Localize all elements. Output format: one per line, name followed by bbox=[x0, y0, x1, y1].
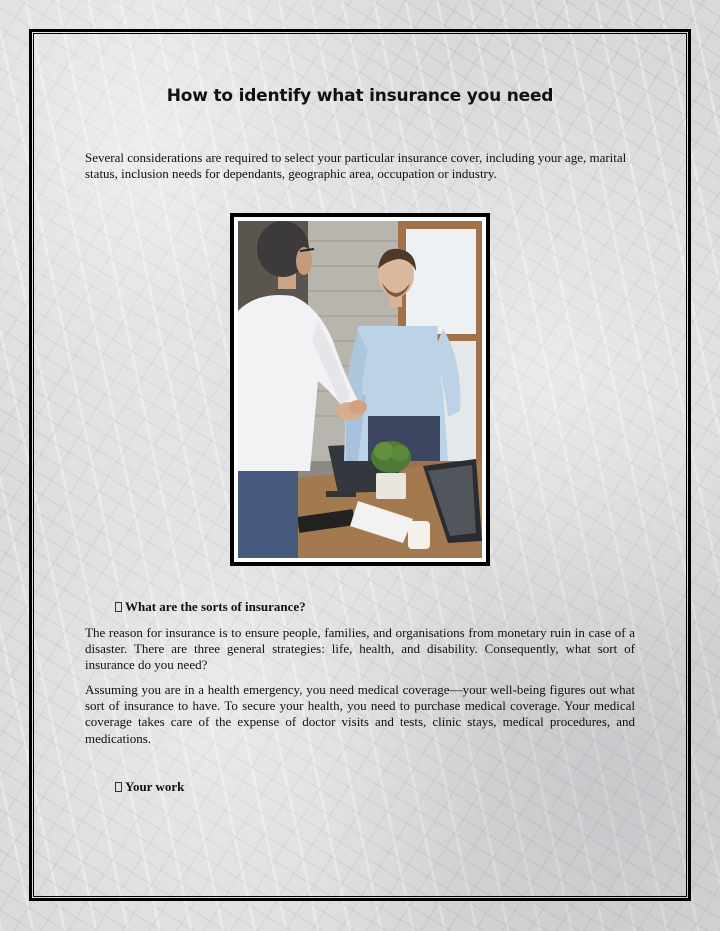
section-heading-text: Your work bbox=[125, 779, 185, 794]
intro-paragraph: Several considerations are required to select your particular insurance cover, including your age, marital status, inclusion needs for dependants, geographic area, occupation or industry. bbox=[85, 150, 627, 182]
page-title: How to identify what insurance you need bbox=[166, 86, 554, 106]
paragraph-insurance-purpose: The reason for insurance is to ensure people, families, and organisations from monetary ruin in case of a disaster. There are three general strategies: life, health, and disability. Consequently, what sort of insurance do you need? bbox=[85, 625, 635, 673]
section-heading-insurance-types bbox=[115, 599, 306, 615]
paragraph-health-coverage: Assuming you are in a health emergency, you need medical coverage—your well-being figures out what sort of insurance to have. To secure your health, you need to purchase medical coverage. Your medical coverage takes care of the expense of doctor visits and tests, clinic stays, medical procedures, and medications. bbox=[85, 682, 635, 746]
section-heading-your-work bbox=[115, 779, 184, 795]
section-heading-text: What are the sorts of insurance? bbox=[125, 599, 306, 614]
office-handshake-photo bbox=[238, 221, 482, 558]
photo-frame bbox=[230, 213, 490, 566]
bullet-icon bbox=[115, 782, 122, 792]
bullet-icon bbox=[115, 602, 122, 612]
